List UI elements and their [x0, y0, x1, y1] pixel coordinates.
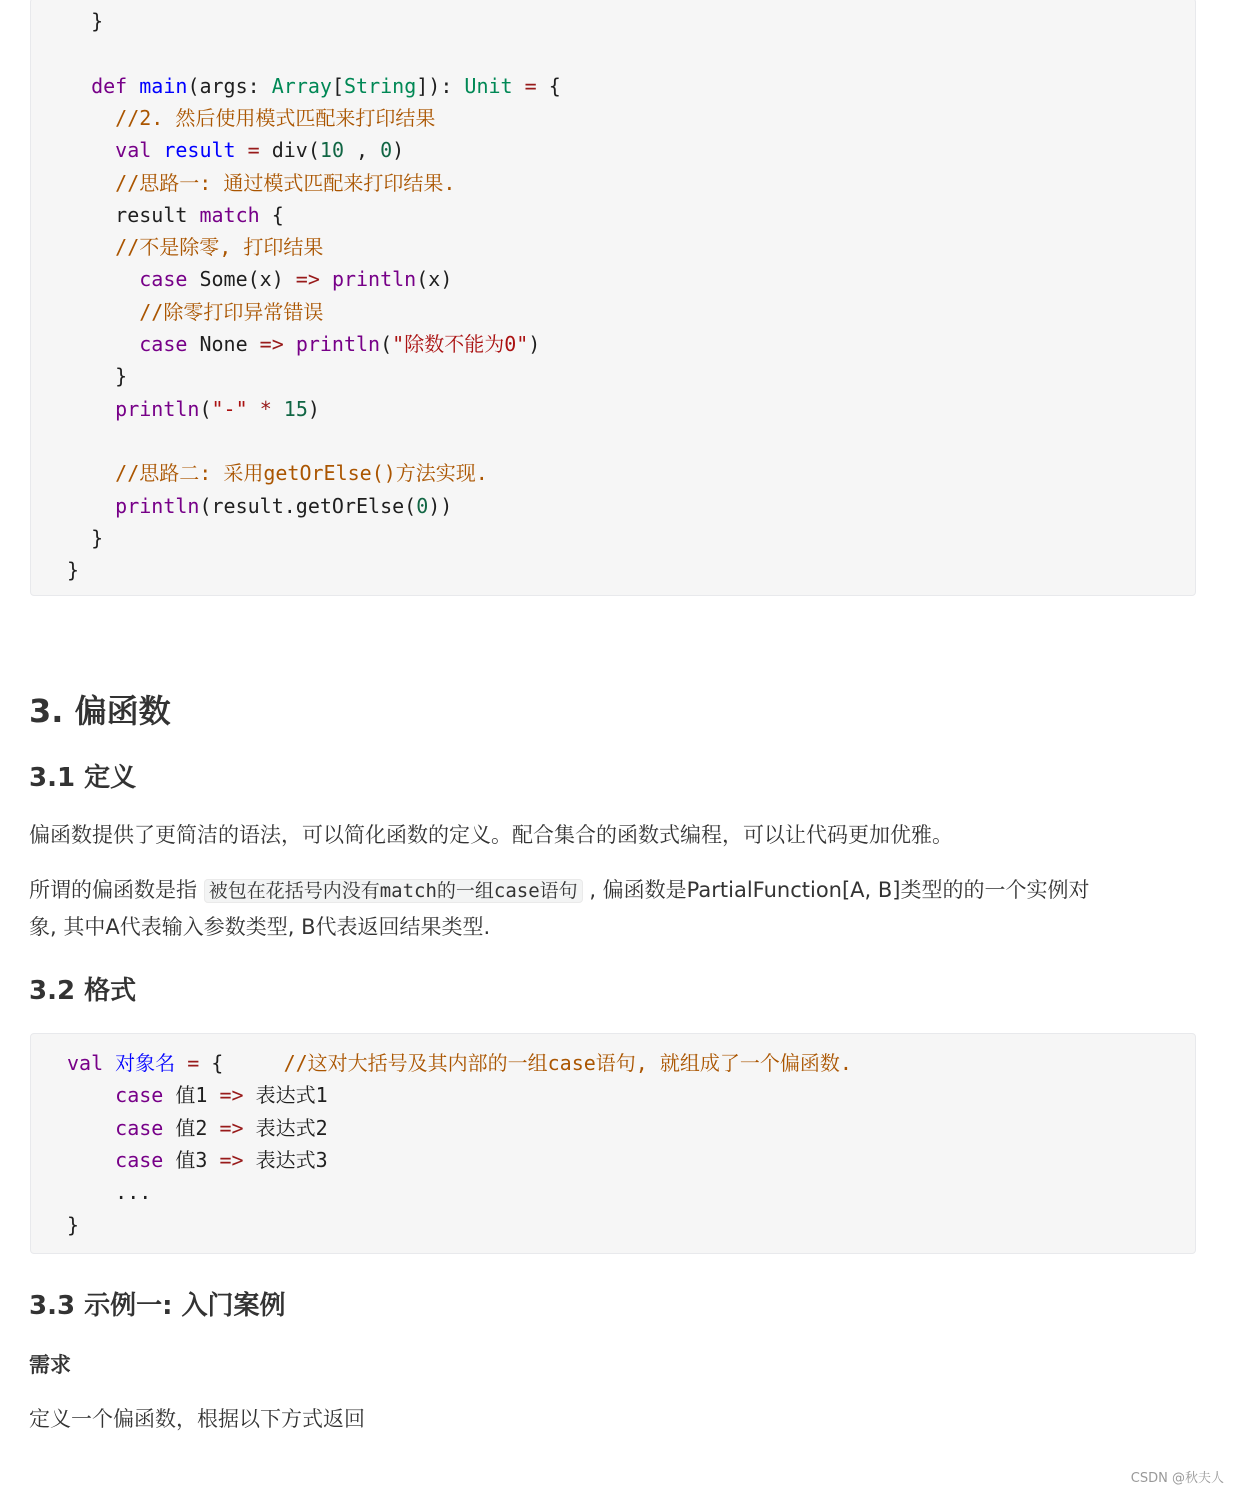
paragraph-definition-intro: 偏函数提供了更简洁的语法，可以简化函数的定义。配合集合的函数式编程，可以让代码更加优雅。: [29, 823, 953, 847]
code-token: }: [91, 525, 104, 550]
code-block-option-match: [30, 0, 1196, 596]
code-line: [67, 167, 455, 199]
code-token: }: [67, 558, 80, 583]
code-token: 0: [380, 138, 393, 163]
code-token: }: [67, 1212, 80, 1237]
code-line: [67, 1112, 328, 1144]
code-token: ]):: [416, 73, 465, 98]
code-token: ,: [344, 138, 381, 163]
code-token: [320, 267, 332, 291]
code-token: [: [331, 73, 344, 98]
code-token: case: [115, 1083, 164, 1108]
code-token: =: [247, 138, 260, 163]
code-token: (result.getOrElse(: [199, 493, 417, 518]
code-token: [513, 74, 525, 98]
code-block-format: [30, 1033, 1196, 1254]
code-token: 0: [416, 493, 429, 518]
code-token: [151, 138, 163, 162]
code-token: 值2: [163, 1115, 220, 1140]
code-token: }: [91, 9, 104, 33]
detail-line2: 象, 其中A代表输入参数类型, B代表返回结果类型.: [29, 915, 491, 939]
code-token: //思路一: 通过模式匹配来打印结果.: [115, 170, 456, 195]
code-token: ...: [115, 1180, 152, 1205]
code-token: div(: [259, 138, 320, 163]
code-token: println: [115, 493, 200, 518]
code-token: [103, 1051, 115, 1075]
code-token: =>: [259, 332, 284, 356]
code-token: [284, 332, 296, 356]
code-token: =: [187, 1051, 200, 1075]
code-token: {: [536, 73, 561, 98]
code-token: val: [67, 1051, 104, 1075]
code-token: [236, 138, 248, 162]
detail-prefix: 所谓的偏函数是指: [29, 878, 197, 902]
code-token: Some(x): [187, 267, 296, 292]
code-token: =>: [219, 1115, 244, 1140]
code-token: String: [344, 73, 417, 98]
section-heading-partial-function: 3. 偏函数: [29, 692, 171, 730]
inline-code-case-statements: 被包在花括号内没有match的一组case语句: [204, 879, 583, 903]
csdn-watermark: CSDN @秋夫人: [1130, 1471, 1224, 1486]
code-token: }: [115, 364, 128, 389]
code-token: "-": [211, 396, 248, 421]
code-line: [67, 554, 79, 586]
code-token: (x): [416, 267, 453, 292]
code-token: println: [331, 267, 417, 292]
code-token: (: [199, 396, 212, 421]
code-token: "除数不能为0": [392, 332, 529, 356]
code-token: 10: [319, 138, 344, 163]
code-token: result: [163, 138, 236, 163]
code-line: [67, 199, 284, 231]
code-line: [67, 134, 404, 166]
code-token: 表达式1: [243, 1083, 328, 1108]
code-line: [67, 70, 561, 102]
code-token: =: [524, 73, 537, 98]
code-token: ): [307, 396, 320, 421]
code-token: None: [187, 332, 260, 356]
code-token: main: [139, 73, 188, 98]
code-line: [67, 1047, 852, 1079]
code-token: //不是除零, 打印结果: [115, 235, 324, 260]
code-token: 值3: [163, 1147, 220, 1172]
code-token: result: [115, 202, 200, 227]
code-token: case: [115, 1147, 164, 1172]
code-token: case: [139, 332, 188, 356]
code-line: [67, 296, 323, 328]
code-token: println: [115, 396, 200, 421]
code-line: [67, 1144, 328, 1176]
code-token: {: [259, 202, 284, 227]
code-token: Unit: [464, 73, 513, 98]
code-line: [67, 522, 103, 554]
code-token: 15: [283, 396, 308, 421]
code-line: [67, 231, 323, 263]
code-token: Array: [271, 73, 332, 98]
code-line: [67, 263, 452, 295]
code-token: ): [528, 332, 541, 356]
code-token: ): [392, 138, 405, 163]
code-line: [67, 360, 127, 392]
code-token: {: [199, 1051, 284, 1075]
code-line: [67, 490, 452, 522]
paragraph-definition-detail: [29, 872, 1199, 945]
code-token: (: [380, 332, 393, 356]
paragraph-requirement: 定义一个偏函数，根据以下方式返回: [29, 1407, 365, 1431]
detail-suffix: , 偏函数是PartialFunction[A, B]类型的的一个实例对: [589, 878, 1090, 902]
code-token: match: [199, 202, 260, 227]
code-token: //除零打印异常错误: [139, 299, 324, 324]
code-line: [67, 1209, 79, 1241]
code-token: case: [115, 1115, 164, 1140]
code-token: [175, 1051, 187, 1075]
code-token: def: [91, 73, 128, 98]
code-token: //2. 然后使用模式匹配来打印结果: [115, 105, 436, 130]
code-token: [248, 397, 260, 421]
heading-requirement: 需求: [29, 1353, 71, 1377]
code-token: //这对大括号及其内部的一组case语句, 就组成了一个偏函数.: [283, 1051, 852, 1075]
heading-definition: 3.1 定义: [29, 763, 137, 793]
code-token: (args:: [187, 73, 272, 98]
code-line: [67, 457, 488, 489]
code-line: [67, 5, 103, 37]
code-line: [67, 393, 320, 425]
heading-example-one: 3.3 示例一: 入门案例: [29, 1291, 286, 1321]
heading-format: 3.2 格式: [29, 976, 137, 1006]
code-token: [127, 74, 139, 98]
code-token: println: [295, 332, 381, 356]
code-token: case: [139, 267, 188, 292]
code-token: *: [259, 396, 272, 421]
code-token: //思路二: 采用getOrElse()方法实现.: [115, 461, 488, 486]
code-line: [67, 1079, 328, 1111]
code-token: 表达式3: [243, 1147, 328, 1172]
code-token: =>: [219, 1147, 244, 1172]
code-token: =>: [219, 1083, 244, 1108]
code-token: 值1: [163, 1083, 220, 1108]
code-line: [67, 328, 540, 360]
code-line: [67, 102, 435, 134]
code-token: [272, 397, 284, 421]
code-line: [67, 1176, 151, 1208]
code-token: 对象名: [115, 1051, 176, 1075]
code-token: )): [428, 493, 453, 518]
code-token: 表达式2: [243, 1115, 328, 1140]
code-token: =>: [295, 267, 320, 292]
code-token: val: [115, 138, 152, 163]
